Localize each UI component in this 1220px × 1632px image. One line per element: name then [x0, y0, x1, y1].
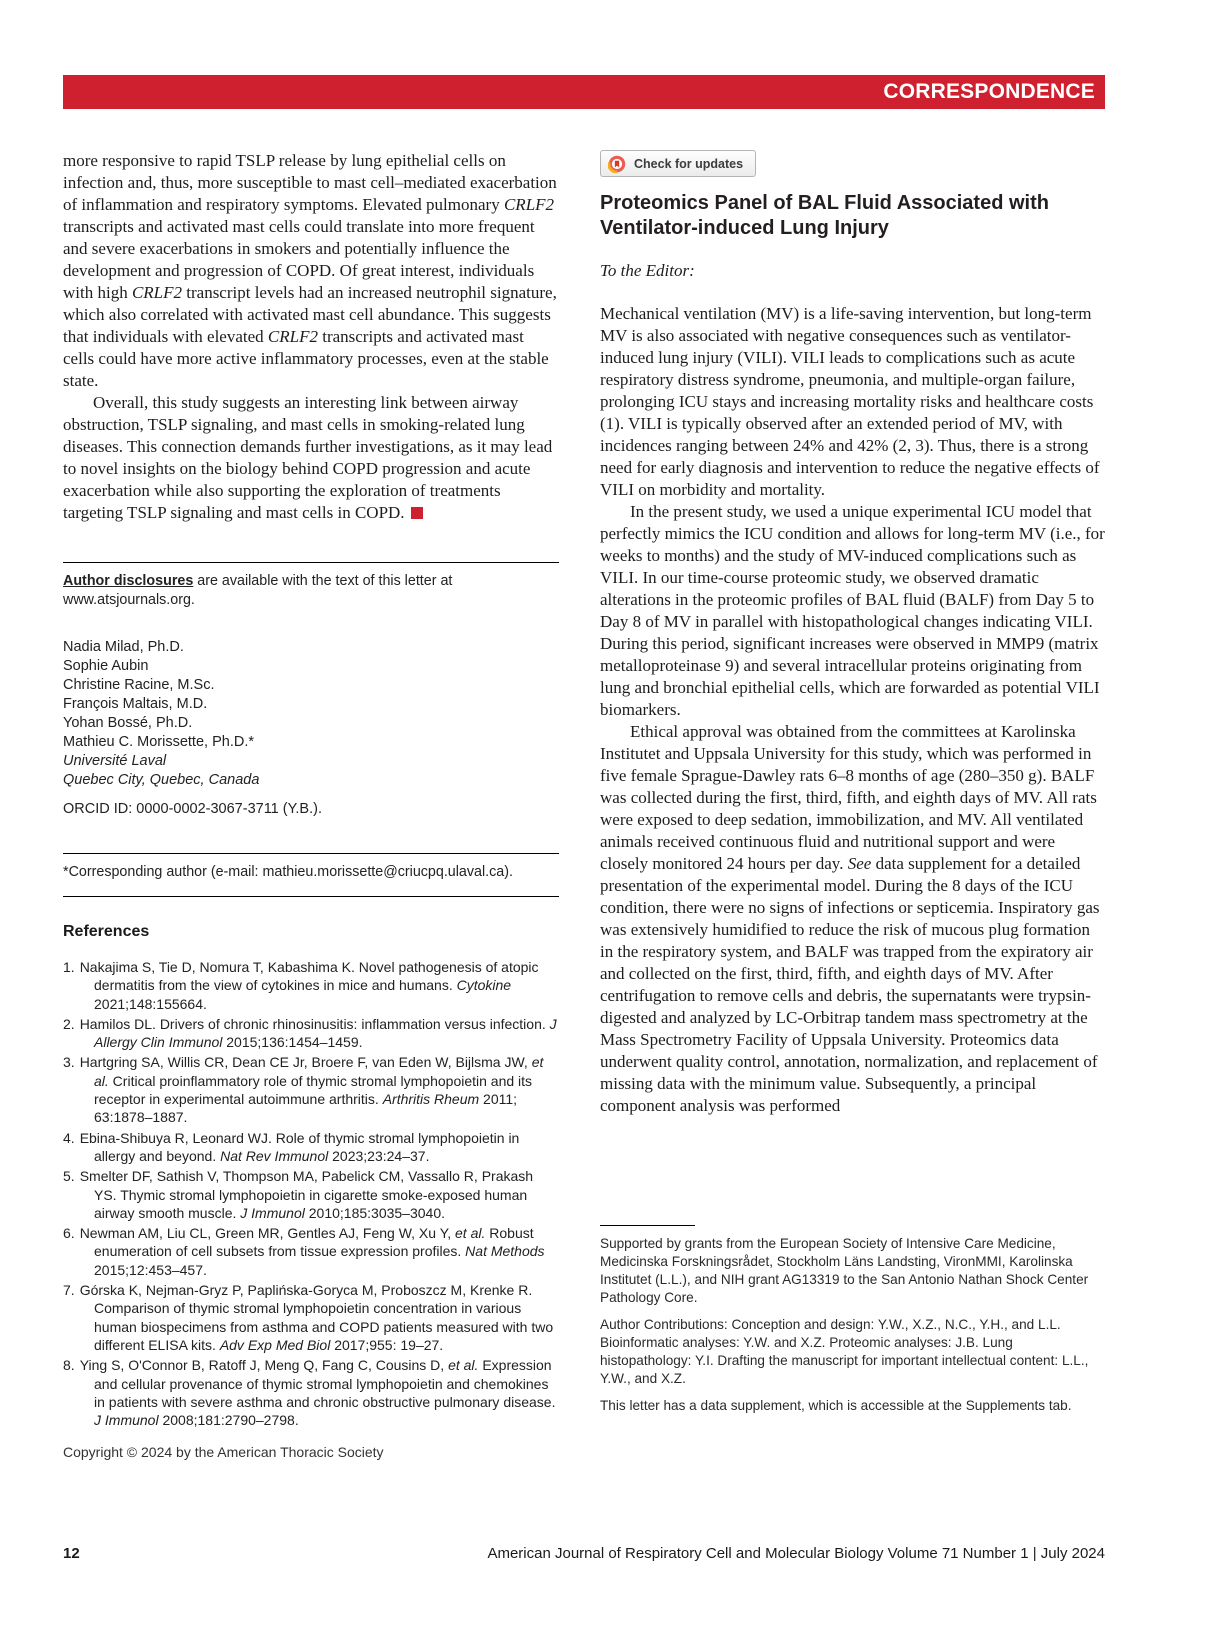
- references-heading: References: [63, 923, 150, 940]
- reference-item: [63, 1356, 559, 1429]
- reference-number: 2.: [63, 1015, 75, 1032]
- correspondence-banner: CORRESPONDENCE: [63, 75, 1105, 109]
- journal-info: American Journal of Respiratory Cell and Molecular Biology Volume 71 Number 1 | July 2024: [487, 1545, 1105, 1562]
- corresponding-author-note: *Corresponding author (e-mail: mathieu.morissette@criucpq.ulaval.ca).: [63, 864, 513, 880]
- check-for-updates-button[interactable]: [600, 150, 756, 177]
- salutation: To the Editor:: [600, 260, 695, 280]
- author-name: Yohan Bossé, Ph.D.: [63, 715, 193, 731]
- reference-number: 6.: [63, 1225, 75, 1242]
- article-title: Proteomics Panel of BAL Fluid Associated with Ventilator-induced Lung Injury: [600, 191, 1049, 239]
- left-column: [63, 150, 559, 1460]
- end-of-letter-marker: [411, 507, 423, 519]
- letter-closing-text: Overall, this study suggests an interesting link between airway obstruction, TSLP signaling, and mast cells in smoking-related lung diseases. This connection demands further investigations, as it may lead to novel insights on the biology behind COPD progression and acute exacerbation while also supporting the exploration of treatments targeting TSLP signaling and mast cells in COPD.: [63, 393, 553, 522]
- footnote-divider: [63, 896, 559, 897]
- author-list: [63, 638, 559, 790]
- reference-text: Newman AM, Liu CL, Green MR, Gentles AJ, Feng W, Xu Y, et al. Robust enumeration of cell subsets from tissue expression profiles. Nat Methods 2015;12:453–457.: [79, 1225, 545, 1278]
- funding-footnote: Supported by grants from the European Society of Intensive Care Medicine, Medicinska Forskningsrådet, Stockholm Läns Landsting, VironMMI, Karolinska Institutet (L.L.), and NIH grant AG13319 to the San Antonio Nathan Shock Center Pathology Core.: [600, 1235, 1089, 1305]
- footnotes-block: [600, 1225, 1105, 1415]
- reference-item: [63, 1129, 559, 1166]
- reference-text: Górska K, Nejman-Gryz P, Paplińska-Goryca M, Proboszcz M, Krenke R. Comparison of thymic stromal lymphopoietin concentration in various human biospecimens from asthma and COPD patients measured with two different ELISA kits. Adv Exp Med Biol 2017;955: 19–27.: [79, 1282, 554, 1353]
- author-affiliation: Université Laval: [63, 753, 167, 769]
- reference-text: Ebina-Shibuya R, Leonard WJ. Role of thymic stromal lymphopoietin in allergy and beyond. Nat Rev Immunol 2023;23:24–37.: [79, 1129, 520, 1164]
- author-disclosures-note[interactable]: Author disclosures are available with the text of this letter at www.atsjournals.org.: [63, 573, 453, 608]
- reference-number: 5.: [63, 1168, 75, 1185]
- reference-number: 3.: [63, 1054, 75, 1071]
- reference-item: [63, 1167, 559, 1222]
- paragraph: Ethical approval was obtained from the committees at Karolinska Institutet and Uppsala University for this study, which was performed in five female Sprague-Dawley rats 6–8 months of age (280–350 g). BALF was collected during the first, third, fifth, and eighth days of MV. All rats were exposed to deep sedation, immobilization, and MV. All ventilated animals received continuous fluid and nutritional support and were closely monitored 24 hours per day. See data supplement for a detailed presentation of the experimental model. During the 8 days of the ICU condition, there were no signs of infections or septicemia. Inspiratory gas was extensively humidified to reduce the risk of mucous plug formation in the respiratory system, and BALF was trapped from the expiratory air and collected on the first, third, fifth, and eighth days of MV. After centrifugation to remove cells and debris, the supernatants were trypsin-digested and analyzed by LC-Orbitrap tandem mass spectrometry at the Mass Spectrometry Facility of Uppsala University. Proteomics data underwent quality control, annotation, normalization, and replacement of missing data with the minimum value. Subsequently, a principal component analysis was performed: [600, 721, 1100, 1115]
- paragraph: Mechanical ventilation (MV) is a life-saving intervention, but long-term MV is also associated with negative consequences such as ventilator-induced lung injury (VILI). VILI leads to complications such as acute respiratory distress syndrome, pneumonia, and multiple-organ failure, prolonging ICU stays and increasing mortality risks and healthcare costs (1). VILI is typically observed after an extended period of MV, with incidences ranging between 24% and 42% (2, 3). Thus, there is a strong need for early diagnosis and intervention to reduce the negative effects of VILI on morbidity and mortality.: [600, 303, 1100, 499]
- paragraph: In the present study, we used a unique experimental ICU model that perfectly mimics the ICU condition and allows for long-term MV (i.e., for weeks to months) and the study of MV-induced complications such as VILI. In our time-course proteomic study, we observed dramatic alterations in the proteomic profiles of BAL fluid (BALF) from Day 5 to Day 8 of MV in parallel with histopathological changes indicating VILI. During this period, significant increases were observed in MMP9 (matrix metalloproteinase 9) and several intracellular proteins originating from lung and bronchial epithelial cells, which are forwarded as potential VILI biomarkers.: [600, 501, 1105, 719]
- letter-closing-paragraph: [63, 392, 559, 524]
- page-number: 12: [63, 1545, 80, 1562]
- letter-continuation-paragraph: more responsive to rapid TSLP release by lung epithelial cells on infection and, thus, more susceptible to mast cell–mediated exacerbation of inflammation and respiratory symptoms. Elevated pulmonary CRLF2 transcripts and activated mast cells could translate into more frequent and severe exacerbations in smokers and potentially influence the development and progression of COPD. Of great interest, individuals with high CRLF2 transcript levels had an increased neutrophil signature, which also correlated with activated mast cell abundance. This suggests that individuals with elevated CRLF2 transcripts and activated mast cells could have more active inflammatory processes, even at the stable state.: [63, 151, 557, 390]
- check-for-updates-label: Check for updates: [634, 156, 744, 171]
- reference-number: 4.: [63, 1129, 75, 1146]
- reference-item: [63, 958, 559, 1013]
- reference-text: Ying S, O'Connor B, Ratoff J, Meng Q, Fang C, Cousins D, et al. Expression and cellular provenance of thymic stromal lymphopoietin and chemokines in patients with severe asthma and chronic obstructive pulmonary disease. J Immunol 2008;181:2790–2798.: [79, 1357, 556, 1429]
- author-name: Mathieu C. Morissette, Ph.D.*: [63, 734, 254, 750]
- right-column: [600, 150, 1105, 1460]
- author-contributions-footnote: Author Contributions: Conception and design: Y.W., X.Z., N.C., Y.H., and L.L. Bioinformatic analyses: Y.W. and X.Z. Proteomic analyses: J.B. Lung histopathology: Y.I. Drafting the manuscript for important intellectual content: L.L., Y.W., and X.Z.: [600, 1316, 1089, 1386]
- page-footer: [63, 1545, 1105, 1562]
- author-name: Sophie Aubin: [63, 658, 149, 674]
- reference-text: Nakajima S, Tie D, Nomura T, Kabashima K. Novel pathogenesis of atopic dermatitis from the view of cytokines in mice and humans. Cytokine 2021;148:155664.: [79, 959, 539, 1012]
- reference-number: 7.: [63, 1282, 75, 1299]
- footnote-rule: [600, 1225, 695, 1226]
- crossmark-icon: [608, 155, 626, 173]
- references-list: [63, 958, 559, 1429]
- reference-number: 1.: [63, 959, 75, 975]
- reference-text: Hamilos DL. Drivers of chronic rhinosinusitis: inflammation versus infection. J Allergy Clin Immunol 2015;136:1454–1459.: [79, 1015, 557, 1051]
- two-column-layout: [63, 150, 1105, 1460]
- orcid-id-line: ORCID ID: 0000-0002-3067-3711 (Y.B.).: [63, 801, 322, 817]
- section-divider: [63, 562, 559, 563]
- data-supplement-footnote: This letter has a data supplement, which is accessible at the Supplements tab.: [600, 1397, 1072, 1413]
- author-name: François Maltais, M.D.: [63, 696, 208, 712]
- reference-text: Hartgring SA, Willis CR, Dean CE Jr, Broere F, van Eden W, Bijlsma JW, et al. Critical proinflammatory role of thymic stromal lymphopoietin and its receptor in experimental autoimmune arthritis. Arthritis Rheum 2011; 63:1878–1887.: [79, 1054, 544, 1126]
- reference-item: [63, 1281, 559, 1354]
- author-name: Nadia Milad, Ph.D.: [63, 639, 184, 655]
- copyright-line: Copyright © 2024 by the American Thoracic Society: [63, 1444, 384, 1461]
- footnote-divider: [63, 853, 559, 854]
- reference-item: [63, 1224, 559, 1279]
- letter-body: [600, 303, 1105, 1117]
- reference-item: [63, 1015, 559, 1052]
- reference-number: 8.: [63, 1357, 75, 1374]
- reference-text: Smelter DF, Sathish V, Thompson MA, Pabelick CM, Vassallo R, Prakash YS. Thymic stromal lymphopoietin in cigarette smoke-exposed human airway smooth muscle. J Immunol 2010;185:3035–3040.: [79, 1168, 534, 1221]
- reference-item: [63, 1053, 559, 1126]
- author-affiliation: Quebec City, Quebec, Canada: [63, 772, 260, 788]
- author-name: Christine Racine, M.Sc.: [63, 677, 215, 693]
